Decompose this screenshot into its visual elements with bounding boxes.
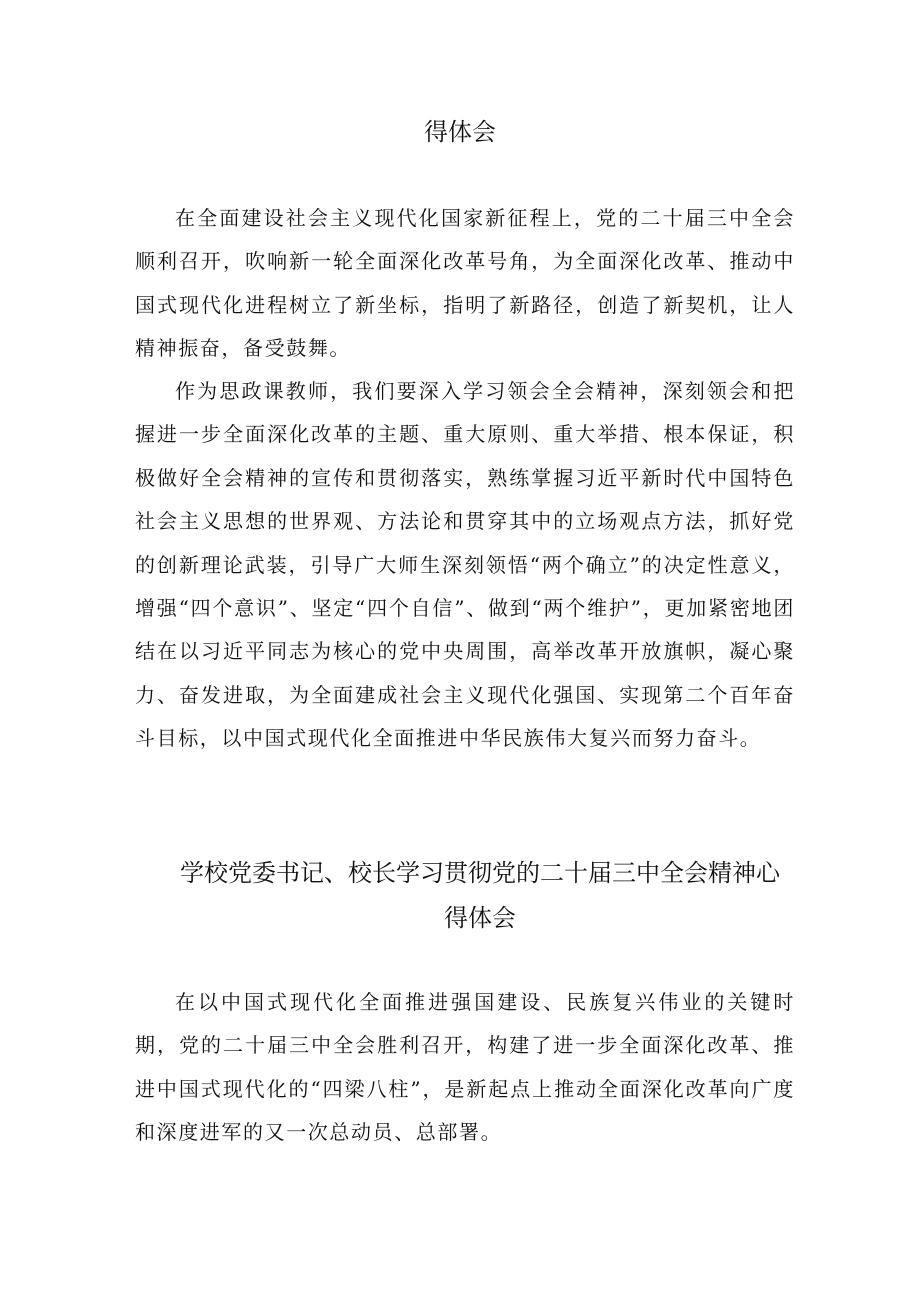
section-2-title: 学校党委书记、校长学习贯彻党的二十届三中全会精神心得体会 bbox=[180, 859, 780, 932]
section-1-title: 得体会 bbox=[424, 118, 496, 146]
section-1-paragraph-1: 在全面建设社会主义现代化国家新征程上，党的二十届三中全会顺利召开，吹响新一轮全面深化改革号角，为全面深化改革、推动中国式现代化进程树立了新坐标，指明了新路径，创造了新契机，让人精神振奋，备受鼓舞。 bbox=[135, 206, 795, 361]
section-2-paragraph-1: 在以中国式现代化全面推进强国建设、民族复兴伟业的关键时期，党的二十届三中全会胜利召开，构建了进一步全面深化改革、推进中国式现代化的“四梁八柱”，是新起点上推动全面深化改革向广度和深度进军的又一次总动员、总部署。 bbox=[135, 990, 795, 1145]
section-1-paragraph-2: 作为思政课教师，我们要深入学习领会全会精神，深刻领会和把握进一步全面深化改革的主题、重大原则、重大举措、根本保证，积极做好全会精神的宣传和贯彻落实，熟练掌握习近平新时代中国特色社会主义思想的世界观、方法论和贯穿其中的立场观点方法，抓好党的创新理论武装，引导广大师生深刻领悟“两个确立”的决定性意义，增强“四个意识”、坚定“四个自信”、做到“两个维护”，更加紧密地团结在以习近平同志为核心的党中央周围，高举改革开放旗帜，凝心聚力、奋发进取，为全面建成社会主义现代化强国、实现第二个百年奋斗目标，以中国式现代化全面推进中华民族伟大复兴而努力奋斗。 bbox=[135, 379, 795, 751]
